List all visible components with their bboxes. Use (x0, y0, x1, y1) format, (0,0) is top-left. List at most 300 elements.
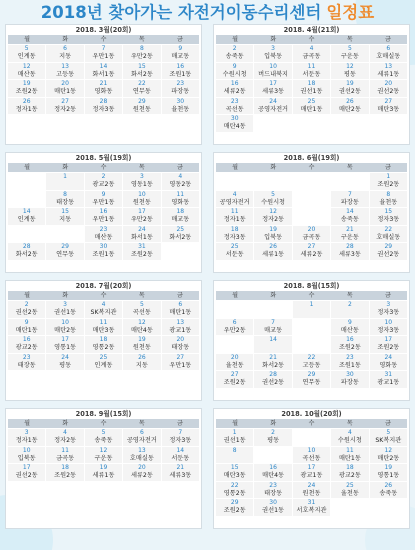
day-number: 22 (307, 353, 316, 361)
calendar-cell (293, 336, 330, 353)
weekday-label: 금 (385, 36, 391, 43)
calendar-cell (123, 429, 160, 446)
day-number (254, 301, 291, 308)
calendar-cell (254, 499, 291, 516)
title-suffix: 일정표 (326, 3, 375, 22)
day-number: 1 (309, 301, 314, 308)
place-name: 매탄1동 (54, 88, 77, 95)
place-name: 정자1동 (15, 105, 38, 113)
day-number (216, 301, 253, 308)
weekday-header (216, 163, 407, 172)
calendar-cell (370, 464, 407, 481)
day-number: 12 (22, 62, 31, 70)
calendar-cell (293, 115, 330, 132)
day-number: 21 (176, 464, 185, 471)
day-number: 3 (63, 301, 67, 308)
calendar-cell (85, 482, 122, 499)
calendar-cell (216, 319, 253, 336)
calendar-cell (216, 447, 253, 464)
month-title: 2018. 6월(19회) (283, 154, 340, 162)
day-number: 3 (24, 429, 29, 436)
day-number (123, 482, 160, 489)
place-name: 지동 (135, 361, 148, 369)
weekday-label: 목 (346, 164, 353, 171)
day-number: 19 (99, 464, 108, 471)
place-name: 고등동 (56, 70, 75, 78)
place-name: 조원2동 (377, 181, 400, 188)
place-name: SK복지관 (90, 309, 117, 316)
day-number: 13 (61, 62, 69, 70)
calendar-cell (293, 499, 330, 516)
day-number: 25 (99, 353, 108, 361)
day-number: 1 (232, 429, 237, 436)
day-number: 5 (271, 190, 275, 198)
day-number: 23 (230, 97, 239, 105)
day-number: 29 (230, 499, 239, 506)
calendar-cell (46, 336, 83, 353)
calendar-cell (216, 45, 253, 62)
place-name: 원천동 (302, 489, 321, 497)
calendar-cell (123, 45, 160, 62)
place-name: 영통1동 (54, 344, 77, 351)
day-number (8, 191, 45, 198)
calendar-cell (123, 301, 160, 318)
day-number: 19 (269, 225, 277, 233)
day-number: 27 (230, 371, 239, 378)
place-name: 정자3동 (377, 216, 400, 223)
day-number: 5 (101, 429, 106, 436)
place-name: 송죽동 (340, 216, 359, 223)
weekday-header (8, 419, 199, 428)
calendar-cell (162, 301, 199, 318)
calendar-cell (254, 243, 291, 260)
calendar-cell (216, 371, 253, 388)
calendar-cell (162, 45, 199, 62)
month-calendar (8, 291, 199, 399)
calendar-cell (85, 191, 122, 208)
day-number: 17 (269, 80, 277, 87)
weekday-label: 화 (62, 36, 69, 43)
day-number: 18 (99, 336, 108, 343)
calendar-cell (293, 45, 330, 62)
day-number (216, 336, 253, 343)
calendar-cell (8, 243, 45, 260)
place-name: 매산동 (17, 70, 36, 78)
calendar-cell (331, 98, 368, 115)
calendar-cell (293, 301, 330, 318)
weekday-label: 수 (100, 420, 107, 427)
place-name: 매탄3동 (377, 105, 400, 113)
place-name: 정자3동 (377, 326, 400, 334)
place-name: 정자2동 (54, 437, 77, 444)
weekday-label: 목 (346, 420, 353, 427)
place-name: 구운동 (340, 53, 359, 60)
calendar-cell (8, 354, 45, 371)
month-title: 2018. 10월(20회) (281, 410, 342, 418)
place-name: 우만2동 (223, 326, 246, 334)
place-name: 매교동 (264, 326, 283, 334)
place-name: 세류1동 (262, 251, 285, 258)
place-name: 조원2동 (338, 344, 361, 351)
place-name: 우만2동 (130, 53, 153, 60)
place-name: 입북동 (17, 454, 36, 462)
calendar-cell (331, 243, 368, 260)
calendar-cell (8, 98, 45, 115)
day-number: 12 (269, 208, 277, 215)
day-number: 25 (176, 225, 185, 233)
place-name: 평동 (267, 437, 280, 444)
day-number: 8 (63, 190, 67, 198)
calendar-cell (46, 243, 83, 260)
place-name: 우만1동 (92, 216, 115, 223)
calendar-body (8, 45, 199, 114)
month-title: 2018. 9월(15회) (75, 410, 132, 418)
day-number: 21 (346, 225, 354, 233)
day-number (162, 243, 199, 250)
place-name: 입북동 (264, 233, 283, 241)
calendar-cell (162, 208, 199, 225)
place-name: 조원1동 (92, 251, 115, 258)
day-number: 20 (61, 80, 69, 87)
calendar-cell (254, 301, 291, 318)
day-number: 10 (384, 318, 393, 326)
calendar-body (8, 173, 199, 260)
place-name: 조원2동 (223, 507, 246, 514)
place-name: 매탄1동 (15, 326, 38, 334)
day-number: 27 (176, 353, 185, 361)
month-calendar (8, 419, 199, 527)
place-name: 영통1동 (377, 472, 400, 479)
calendar-cell (123, 98, 160, 115)
calendar-cell (293, 371, 330, 388)
place-name: 파장동 (340, 198, 359, 206)
calendar-cell (216, 208, 253, 225)
place-name: 호매실동 (376, 233, 401, 241)
place-name: 원천동 (132, 105, 151, 113)
place-name: 호매실동 (129, 454, 154, 462)
day-number: 7 (178, 429, 183, 436)
day-number: 16 (176, 62, 185, 70)
calendar-cell (8, 63, 45, 80)
calendar-cell (254, 80, 291, 97)
day-number: 4 (101, 301, 106, 308)
calendar-cell (123, 63, 160, 80)
day-number: 22 (384, 225, 393, 233)
calendar-cell (370, 243, 407, 260)
day-number: 15 (61, 208, 69, 215)
calendar-cell (370, 354, 407, 371)
day-number: 25 (307, 97, 316, 105)
place-name: 매탄2동 (338, 105, 361, 113)
calendar-cell (46, 429, 83, 446)
day-number: 17 (384, 336, 393, 343)
day-number: 8 (232, 446, 237, 454)
day-number: 26 (346, 97, 354, 105)
calendar-cell (46, 98, 83, 115)
calendar-cell (254, 319, 291, 336)
day-number: 16 (230, 80, 239, 87)
day-number (46, 482, 83, 489)
calendar-cell (216, 429, 253, 446)
day-number: 5 (139, 301, 144, 308)
day-number (293, 319, 330, 326)
weekday-label: 화 (62, 420, 69, 427)
day-number: 14 (99, 62, 108, 70)
place-name: 우만2동 (130, 216, 153, 223)
weekday-label: 목 (138, 420, 145, 427)
calendar-cell (254, 191, 291, 208)
calendar-cell (331, 499, 368, 516)
place-name: 권선2동 (262, 379, 285, 386)
day-number: 2 (101, 173, 106, 180)
place-name: 태장동 (264, 489, 283, 497)
day-number: 10 (22, 446, 31, 454)
weekday-label: 월 (24, 36, 30, 43)
place-name: 인계동 (17, 216, 36, 223)
calendar-cell (8, 336, 45, 353)
day-number (46, 226, 83, 233)
day-number: 18 (307, 80, 316, 87)
day-number (293, 191, 330, 198)
day-number: 20 (307, 225, 316, 233)
place-name: 정자3동 (223, 233, 246, 241)
calendar-cell (216, 354, 253, 371)
calendar-cell (162, 336, 199, 353)
calendar-cell (123, 226, 160, 243)
day-number: 17 (307, 464, 316, 471)
day-number: 24 (61, 353, 69, 361)
place-name: 권선2동 (377, 251, 400, 258)
day-number: 18 (176, 208, 185, 215)
day-number: 28 (346, 243, 354, 250)
day-number (254, 447, 291, 454)
calendar-cell (8, 464, 45, 481)
place-name: 태장동 (171, 344, 190, 351)
place-name: 원천동 (132, 344, 151, 351)
place-name: 금곡동 (56, 454, 75, 462)
place-name: 매산동 (340, 326, 359, 334)
weekday-label: 수 (308, 36, 315, 43)
place-name: SK복지관 (375, 437, 402, 444)
place-name: 율천동 (225, 361, 244, 369)
calendar-cell (85, 208, 122, 225)
calendar-cell (85, 447, 122, 464)
calendar-cell (370, 319, 407, 336)
day-number: 22 (230, 481, 239, 489)
place-name: 화서1동 (130, 233, 153, 241)
day-number: 12 (99, 446, 108, 454)
place-name: 태장동 (17, 361, 36, 369)
calendar-cell (331, 447, 368, 464)
day-number: 14 (22, 208, 31, 215)
weekday-label: 수 (308, 164, 315, 171)
calendar-cell (331, 63, 368, 80)
weekday-label: 화 (62, 164, 69, 171)
day-number (370, 115, 407, 122)
calendar-cell (216, 173, 253, 190)
calendar-cell (85, 336, 122, 353)
day-number: 6 (139, 429, 144, 436)
calendar-cell (331, 301, 368, 318)
place-name: 세류2동 (223, 88, 246, 95)
calendar-cell (123, 80, 160, 97)
weekday-label: 화 (62, 292, 69, 299)
day-number: 6 (386, 45, 391, 52)
day-number: 30 (346, 371, 354, 378)
place-name: 매탄2동 (377, 454, 400, 462)
day-number: 10 (307, 446, 316, 454)
calendar-body (216, 173, 407, 260)
weekday-header (8, 163, 199, 172)
day-number: 5 (386, 429, 391, 436)
month-panel (5, 24, 202, 145)
weekday-label: 목 (346, 36, 353, 43)
month-panel (5, 280, 202, 401)
month-calendar (8, 35, 199, 143)
place-name: 매교동 (171, 216, 190, 223)
place-name: 영동1동 (130, 181, 153, 188)
place-name: 파장동 (171, 88, 190, 95)
calendar-cell (8, 80, 45, 97)
calendar-cell (8, 319, 45, 336)
calendar-cell (331, 173, 368, 190)
calendar-cell (8, 173, 45, 190)
calendar-cell (85, 301, 122, 318)
place-name: 지동 (59, 216, 72, 223)
day-number: 3 (271, 45, 275, 52)
calendar-cell (216, 482, 253, 499)
calendar-body (8, 429, 199, 498)
day-number: 23 (176, 80, 185, 87)
weekday-label: 월 (232, 292, 238, 299)
place-name: 권선2동 (15, 472, 38, 479)
place-name: 영통2동 (223, 489, 246, 497)
calendar-cell (162, 80, 199, 97)
calendar-cell (293, 80, 330, 97)
calendar-cell (370, 482, 407, 499)
day-number: 7 (271, 318, 275, 326)
place-name: 조원2동 (15, 88, 38, 95)
month-panel (5, 152, 202, 273)
day-number: 6 (63, 45, 67, 52)
calendar-body (216, 45, 407, 132)
weekday-label: 금 (385, 420, 391, 427)
day-number: 17 (138, 208, 146, 215)
calendar-cell (370, 63, 407, 80)
calendar-cell (293, 243, 330, 260)
day-number (254, 115, 291, 122)
calendar-cell (254, 45, 291, 62)
calendar-cell (46, 80, 83, 97)
place-name: 영화동 (94, 88, 113, 95)
day-number (254, 173, 291, 180)
place-name: 지동 (59, 53, 72, 60)
place-name: 버드내북지 (258, 70, 289, 78)
weekday-header (216, 419, 407, 428)
place-name: 정자3동 (169, 437, 192, 444)
month-panel (213, 152, 410, 273)
place-name: 율천동 (171, 105, 190, 113)
calendar-cell (85, 98, 122, 115)
calendar-cell (123, 336, 160, 353)
place-name: 금곡동 (302, 233, 321, 241)
day-number: 3 (386, 301, 391, 308)
calendar-cell (370, 173, 407, 190)
place-name: 세류1동 (377, 70, 400, 78)
day-number: 23 (22, 353, 31, 361)
place-name: 조원2동 (54, 472, 77, 479)
day-number: 5 (347, 45, 352, 52)
calendar-cell (8, 447, 45, 464)
day-number: 2 (232, 45, 237, 52)
day-number: 11 (61, 446, 69, 454)
weekday-label: 금 (385, 164, 391, 171)
day-number: 7 (347, 190, 352, 198)
place-name: 율천동 (340, 489, 359, 497)
calendar-cell (370, 499, 407, 516)
place-name: 파장동 (340, 379, 359, 386)
place-name: 평동 (343, 70, 356, 78)
month-calendar (216, 419, 407, 527)
calendar-cell (293, 482, 330, 499)
day-number: 17 (61, 336, 69, 343)
place-name: 영화동 (171, 198, 190, 206)
day-number: 13 (138, 446, 146, 454)
day-number: 16 (269, 464, 277, 471)
weekday-label: 화 (270, 164, 277, 171)
calendar-cell (85, 45, 122, 62)
place-name: 곡선동 (302, 454, 321, 462)
day-number (8, 173, 45, 180)
day-number: 28 (99, 97, 108, 105)
place-name: 연무동 (132, 88, 151, 95)
place-name: 수원시청 (222, 70, 247, 78)
calendar-cell (370, 447, 407, 464)
place-name: 매탄1동 (169, 309, 192, 316)
day-number: 1 (63, 173, 67, 180)
calendar-cell (254, 115, 291, 132)
place-name: 매탄1동 (300, 105, 323, 113)
weekday-label: 월 (232, 36, 238, 43)
place-name: 매탄4동 (262, 472, 285, 479)
calendar-cell (254, 429, 291, 446)
day-number: 31 (138, 243, 146, 250)
day-number: 24 (307, 481, 316, 489)
place-name: 영동2동 (169, 181, 192, 188)
day-number: 3 (139, 173, 144, 180)
calendar-cell (370, 80, 407, 97)
place-name: 태장동 (56, 198, 75, 206)
calendar-cell (331, 464, 368, 481)
calendar-body (8, 301, 199, 370)
day-number: 6 (178, 301, 183, 308)
calendar-cell (331, 191, 368, 208)
place-name: 금곡동 (302, 53, 321, 60)
calendar-cell (46, 173, 83, 190)
calendar-cell (254, 354, 291, 371)
day-number: 26 (269, 243, 277, 250)
place-name: 원천동 (132, 198, 151, 206)
place-name: 서둔동 (225, 251, 244, 258)
day-number: 30 (99, 243, 108, 250)
day-number: 19 (384, 464, 393, 471)
day-number: 24 (384, 353, 393, 361)
weekday-label: 화 (270, 36, 277, 43)
weekday-label: 금 (177, 36, 183, 43)
month-panel (213, 24, 410, 145)
calendar-cell (46, 191, 83, 208)
place-name: 정자1동 (15, 437, 38, 444)
